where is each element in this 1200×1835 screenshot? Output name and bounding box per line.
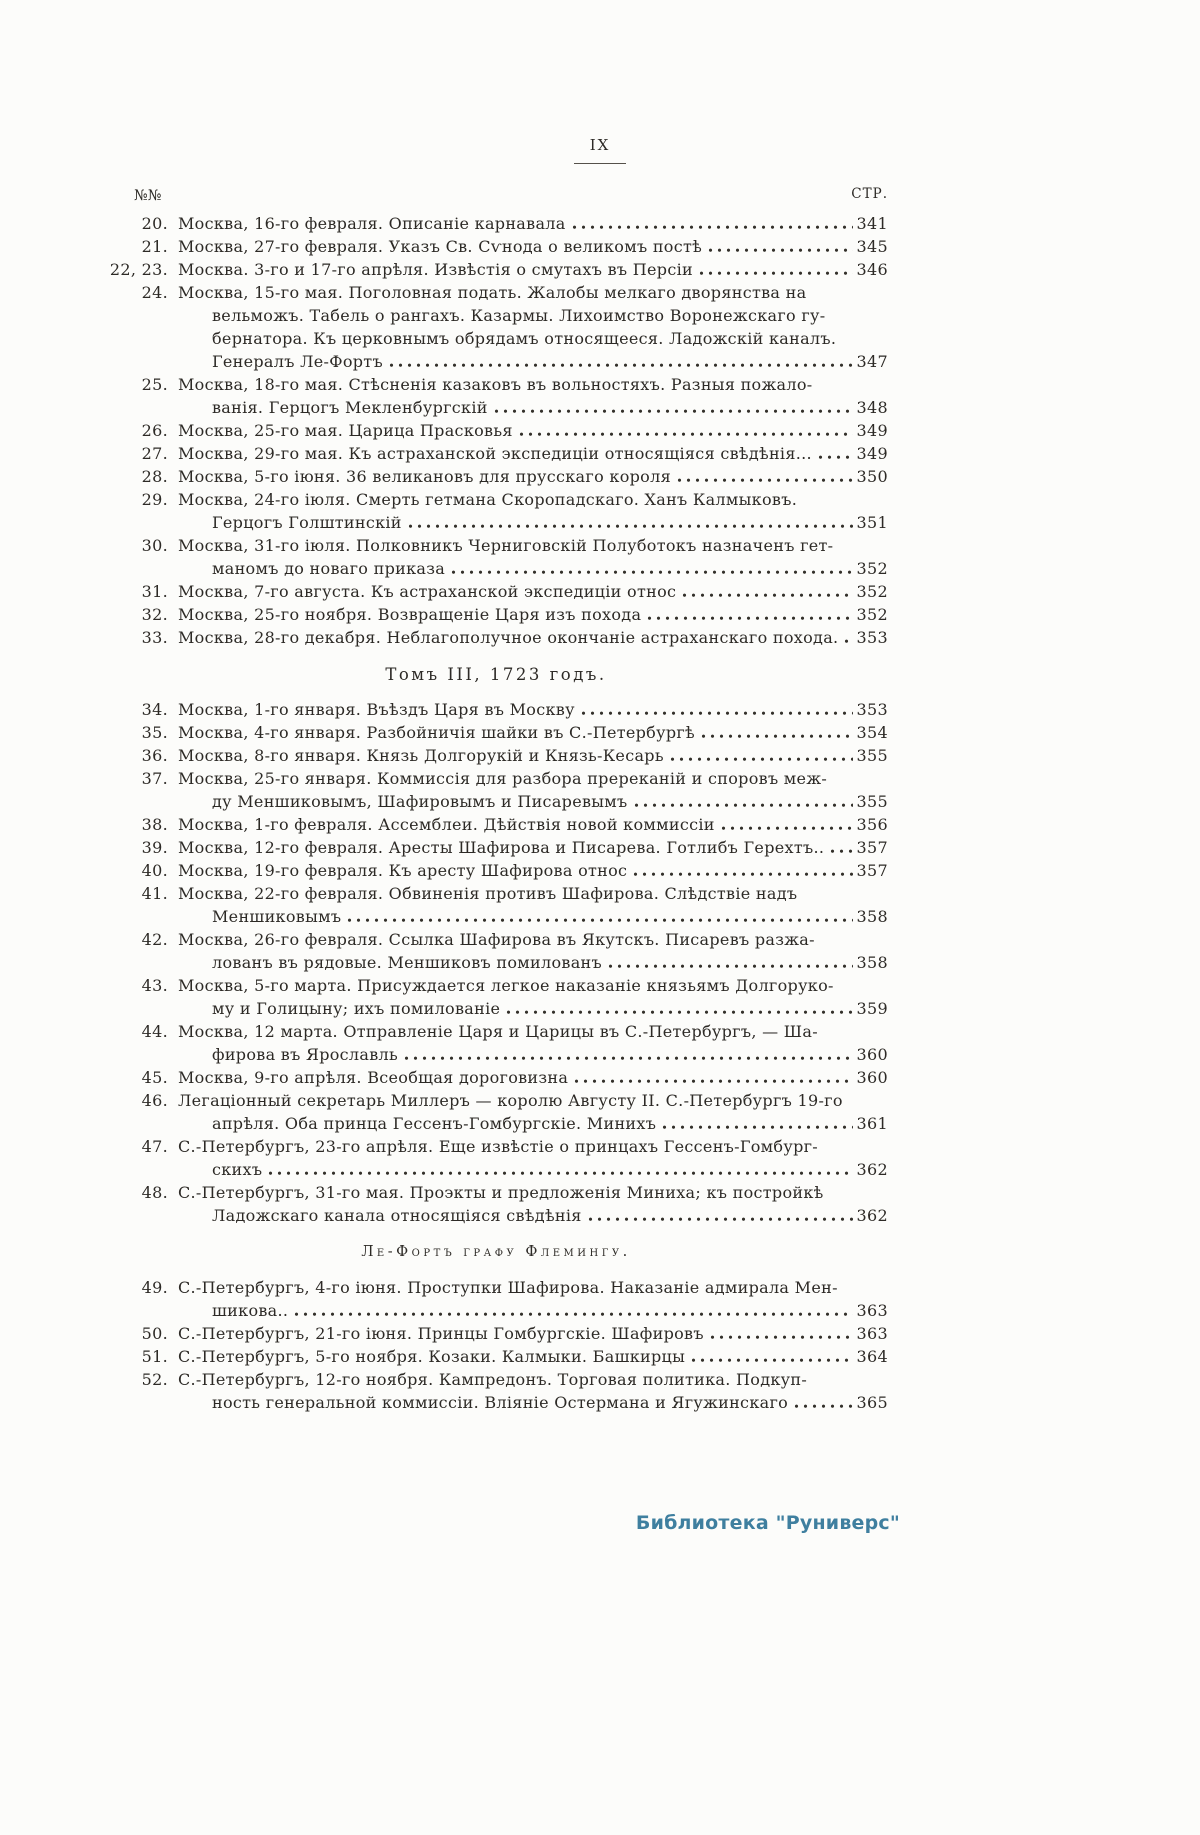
- entry-body: [178, 1181, 888, 1227]
- entry-page-number: 355: [856, 746, 888, 765]
- entry-page-number: 350: [856, 467, 888, 486]
- entry-text: Москва, 12-го февраля. Аресты Шафирова и Писарева. Готлибъ Герехтъ..: [178, 838, 825, 857]
- toc-entry: [104, 721, 888, 744]
- entry-text: Москва, 27-го февраля. Указъ Св. Сѵнода о великомъ постѣ: [178, 237, 703, 256]
- entry-text: С.-Петербургъ, 4-го іюня. Проступки Шафирова. Наказаніе адмирала Мен-: [178, 1278, 838, 1297]
- entry-page-number: 347: [856, 352, 888, 371]
- entry-body: [178, 698, 888, 721]
- entry-body: [178, 1322, 888, 1345]
- toc-entry: [104, 882, 888, 928]
- toc-entry: [104, 1322, 888, 1345]
- entry-body: [178, 813, 888, 836]
- toc-entry: [104, 836, 888, 859]
- entry-text: Москва, 29-го мая. Къ астраханской экспедиціи относящіяся свѣдѣнія...: [178, 444, 812, 463]
- entry-text: Москва, 5-го марта. Присуждается легкое наказаніе князьямъ Долгоруко-: [178, 976, 834, 995]
- entry-text: шикова..: [212, 1301, 289, 1320]
- entry-number: 46.: [141, 1091, 168, 1110]
- leader-dots: [677, 477, 853, 482]
- entry-text: С.-Петербургъ, 12-го ноября. Кампредонъ. Торговая политика. Подкуп-: [178, 1370, 808, 1389]
- entry-page-number: 364: [856, 1347, 888, 1366]
- entry-text: С.-Петербургъ, 5-го ноября. Козаки. Калмыки. Башкирцы: [178, 1347, 686, 1366]
- leader-dots: [268, 1170, 852, 1175]
- entry-page-number: 361: [856, 1114, 888, 1133]
- entry-page-number: 341: [856, 214, 888, 233]
- entry-body: [178, 603, 888, 626]
- entry-page-number: 352: [856, 559, 888, 578]
- entry-text: Москва, 12 марта. Отправленіе Царя и Царицы въ С.-Петербургъ, — Ша-: [178, 1022, 818, 1041]
- entry-page-number: 357: [856, 861, 888, 880]
- entry-number: 48.: [141, 1183, 168, 1202]
- entry-number: 44.: [141, 1022, 168, 1041]
- leader-dots: [844, 638, 852, 643]
- toc-entry: [104, 534, 888, 580]
- entry-body: [178, 419, 888, 442]
- entry-body: [178, 882, 888, 928]
- toc-entry: [104, 373, 888, 419]
- entry-text: Москва, 24-го іюля. Смерть гетмана Скоропадскаго. Ханъ Калмыковъ.: [178, 490, 798, 509]
- leader-dots: [818, 454, 853, 459]
- entry-number: 39.: [141, 838, 168, 857]
- entry-page-number: 363: [856, 1301, 888, 1320]
- toc-list: [104, 212, 888, 1414]
- entry-page-number: 352: [856, 582, 888, 601]
- entry-page-number: 349: [856, 444, 888, 463]
- leader-dots: [494, 408, 853, 413]
- entry-page-number: 352: [856, 605, 888, 624]
- toc-entry: [104, 859, 888, 882]
- entry-number: 34.: [141, 700, 168, 719]
- entry-text: ванія. Герцогъ Мекленбургскій: [212, 398, 488, 417]
- entry-text: бернатора. Къ церковнымъ обрядамъ относящееся. Ладожскій каналъ.: [212, 329, 837, 348]
- entry-number: 20.: [141, 214, 168, 233]
- leader-dots: [710, 1334, 853, 1339]
- entry-body: [178, 488, 888, 534]
- toc-entry: [104, 603, 888, 626]
- entry-body: [178, 836, 888, 859]
- entry-text: маномъ до новаго приказа: [212, 559, 446, 578]
- toc-entry: [104, 258, 888, 281]
- entry-text: фирова въ Ярославль: [212, 1045, 399, 1064]
- leader-dots: [633, 871, 852, 876]
- entry-body: [178, 744, 888, 767]
- entry-number: 22, 23.: [109, 260, 168, 279]
- entry-body: [178, 442, 888, 465]
- entry-text: Москва, 25-го ноября. Возвращеніе Царя изъ похода: [178, 605, 642, 624]
- leader-dots: [608, 963, 853, 968]
- toc-entry: [104, 1345, 888, 1368]
- entry-page-number: 362: [856, 1160, 888, 1179]
- entry-text: С.-Петербургъ, 31-го мая. Проэкты и предложенія Миниха; къ постройкѣ: [178, 1183, 824, 1202]
- entry-page-number: 363: [856, 1324, 888, 1343]
- entry-body: [178, 212, 888, 235]
- entry-number: 28.: [141, 467, 168, 486]
- entry-body: [178, 258, 888, 281]
- toc-entry: [104, 580, 888, 603]
- leader-dots: [451, 569, 852, 574]
- entry-text: лованъ въ рядовые. Меншиковъ помилованъ: [212, 953, 603, 972]
- entry-text: Москва, 15-го мая. Поголовная подать. Жалобы мелкаго дворянства на: [178, 283, 807, 302]
- toc-entry: [104, 1089, 888, 1135]
- entry-number: 51.: [141, 1347, 168, 1366]
- entry-text: Москва, 18-го мая. Стѣсненія казаковъ въ вольностяхъ. Разныя пожало-: [178, 375, 813, 394]
- entry-number: 37.: [141, 769, 168, 788]
- entry-text: ду Меншиковымъ, Шафировымъ и Писаревымъ: [212, 792, 628, 811]
- entry-page-number: 360: [856, 1068, 888, 1087]
- entry-number: 24.: [141, 283, 168, 302]
- leader-dots: [588, 1216, 853, 1221]
- entry-body: [178, 281, 888, 373]
- entry-body: [178, 1089, 888, 1135]
- entry-number: 29.: [141, 490, 168, 509]
- entry-text: Москва, 1-го февраля. Ассемблеи. Дѣйствія новой коммиссіи: [178, 815, 715, 834]
- entry-number: 42.: [141, 930, 168, 949]
- entry-body: [178, 626, 888, 649]
- entry-number: 49.: [141, 1278, 168, 1297]
- entry-text: Москва, 5-го іюня. 36 великановъ для прусскаго короля: [178, 467, 671, 486]
- entry-text: С.-Петербургъ, 21-го іюня. Принцы Гомбургскіе. Шафировъ: [178, 1324, 704, 1343]
- entry-text: апрѣля. Оба принца Гессенъ-Гомбургскіе. Минихъ: [212, 1114, 657, 1133]
- entry-page-number: 358: [856, 907, 888, 926]
- entry-text: му и Голицыну; ихъ помилованіе: [212, 999, 501, 1018]
- leader-dots: [701, 733, 853, 738]
- leader-dots: [634, 802, 853, 807]
- toc-entry: [104, 1181, 888, 1227]
- toc-entry: [104, 974, 888, 1020]
- entry-page-number: 359: [856, 999, 888, 1018]
- entry-text: Герцогъ Голштинскій: [212, 513, 402, 532]
- entry-body: [178, 721, 888, 744]
- entry-number: 31.: [141, 582, 168, 601]
- entry-page-number: 354: [856, 723, 888, 742]
- toc-entry: [104, 698, 888, 721]
- entry-page-number: 351: [856, 513, 888, 532]
- entry-number: 25.: [141, 375, 168, 394]
- entry-page-number: 357: [856, 838, 888, 857]
- entry-number: 26.: [141, 421, 168, 440]
- entry-number: 45.: [141, 1068, 168, 1087]
- entry-body: [178, 1368, 888, 1414]
- toc-content: [104, 186, 888, 1414]
- library-watermark: Библиотека "Руниверс": [635, 1512, 900, 1534]
- entry-number: 41.: [141, 884, 168, 903]
- entry-body: [178, 974, 888, 1020]
- entry-number: 43.: [141, 976, 168, 995]
- entry-page-number: 348: [856, 398, 888, 417]
- entry-body: [178, 1135, 888, 1181]
- entry-body: [178, 928, 888, 974]
- leader-dots: [389, 362, 853, 367]
- section-heading: Ле-Фортъ графу Флемингу.: [361, 1244, 631, 1260]
- column-header-numbers: №№: [134, 188, 162, 204]
- leader-dots: [572, 224, 853, 229]
- toc-entry: [104, 488, 888, 534]
- entry-text: С.-Петербургъ, 23-го апрѣля. Еще извѣстіе о принцахъ Гессенъ-Гомбург-: [178, 1137, 818, 1156]
- entry-page-number: 345: [856, 237, 888, 256]
- entry-page-number: 355: [856, 792, 888, 811]
- section-heading: Томъ III, 1723 годъ.: [385, 665, 607, 684]
- toc-entry: [104, 1135, 888, 1181]
- folio-rule: [574, 163, 626, 164]
- leader-dots: [347, 917, 852, 922]
- entry-text: Москва, 25-го мая. Царица Прасковья: [178, 421, 513, 440]
- entry-text: Москва, 1-го января. Въѣздъ Царя въ Москву: [178, 700, 575, 719]
- leader-dots: [721, 825, 853, 830]
- columns-header: [104, 186, 888, 210]
- entry-text: ность генеральной коммиссіи. Вліяніе Остермана и Ягужинскаго: [212, 1393, 789, 1412]
- entry-number: 27.: [141, 444, 168, 463]
- entry-text: Меншиковымъ: [212, 907, 342, 926]
- toc-entry: [104, 1368, 888, 1414]
- toc-entry: [104, 928, 888, 974]
- leader-dots: [662, 1124, 852, 1129]
- entry-number: 50.: [141, 1324, 168, 1343]
- entry-text: Легаціонный секретарь Миллеръ — королю Августу II. С.-Петербургъ 19-го: [178, 1091, 843, 1110]
- entry-text: Москва, 25-го января. Коммиссія для разбора пререканій и споровъ меж-: [178, 769, 828, 788]
- toc-entry: [104, 212, 888, 235]
- entry-number: 21.: [141, 237, 168, 256]
- entry-text: Москва, 4-го января. Разбойничія шайки въ С.-Петербургѣ: [178, 723, 695, 742]
- toc-entry: [104, 767, 888, 813]
- toc-entry: [104, 626, 888, 649]
- toc-entry: [104, 1066, 888, 1089]
- leader-dots: [408, 523, 853, 528]
- leader-dots: [708, 247, 852, 252]
- entry-page-number: 358: [856, 953, 888, 972]
- toc-entry: [104, 1276, 888, 1322]
- entry-number: 40.: [141, 861, 168, 880]
- entry-body: [178, 235, 888, 258]
- toc-entry: [104, 235, 888, 258]
- entry-text: Москва, 28-го декабря. Неблагополучное окончаніе астраханскаго похода.: [178, 628, 839, 647]
- entry-text: Москва, 31-го іюля. Полковникъ Черниговскій Полуботокъ назначенъ гет-: [178, 536, 834, 555]
- entry-body: [178, 1020, 888, 1066]
- entry-text: скихъ: [212, 1160, 263, 1179]
- entry-body: [178, 1066, 888, 1089]
- entry-number: 36.: [141, 746, 168, 765]
- entry-number: 33.: [141, 628, 168, 647]
- toc-entry: [104, 813, 888, 836]
- entry-text: Москва, 19-го февраля. Къ аресту Шафирова относ: [178, 861, 628, 880]
- leader-dots: [404, 1055, 853, 1060]
- leader-dots: [574, 1078, 852, 1083]
- entry-body: [178, 1276, 888, 1322]
- entry-page-number: 356: [856, 815, 888, 834]
- column-header-pages: СТР.: [851, 186, 888, 202]
- entry-number: 38.: [141, 815, 168, 834]
- leader-dots: [294, 1311, 852, 1316]
- entry-page-number: 353: [856, 700, 888, 719]
- entry-body: [178, 580, 888, 603]
- entry-body: [178, 767, 888, 813]
- entry-page-number: 353: [856, 628, 888, 647]
- entry-body: [178, 373, 888, 419]
- leader-dots: [691, 1357, 852, 1362]
- leader-dots: [581, 710, 853, 715]
- entry-text: Москва, 22-го февраля. Обвиненія противъ Шафирова. Слѣдствіе надъ: [178, 884, 798, 903]
- entry-text: Москва, 8-го января. Князь Долгорукій и Князь-Кесарь: [178, 746, 664, 765]
- leader-dots: [830, 848, 852, 853]
- entry-number: 52.: [141, 1370, 168, 1389]
- entry-number: 47.: [141, 1137, 168, 1156]
- entry-text: Генералъ Ле-Фортъ: [212, 352, 383, 371]
- entry-page-number: 360: [856, 1045, 888, 1064]
- entry-page-number: 349: [856, 421, 888, 440]
- toc-entry: [104, 744, 888, 767]
- entry-text: Москва. 3-го и 17-го апрѣля. Извѣстія о смутахъ въ Персіи: [178, 260, 693, 279]
- entry-text: Москва, 16-го февраля. Описаніе карнавала: [178, 214, 566, 233]
- entry-page-number: 362: [856, 1206, 888, 1225]
- toc-entry: [104, 281, 888, 373]
- entry-body: [178, 859, 888, 882]
- entry-text: Ладожскаго канала относящіяся свѣдѣнія: [212, 1206, 582, 1225]
- entry-text: Москва, 26-го февраля. Ссылка Шафирова въ Якутскъ. Писаревъ разжа-: [178, 930, 815, 949]
- entry-text: Москва, 7-го августа. Къ астраханской экспедиціи относ: [178, 582, 677, 601]
- toc-entry: [104, 442, 888, 465]
- leader-dots: [519, 431, 853, 436]
- leader-dots: [670, 756, 853, 761]
- entry-number: 32.: [141, 605, 168, 624]
- leader-dots: [794, 1403, 852, 1408]
- toc-entry: [104, 1020, 888, 1066]
- entry-text: вельможъ. Табель о рангахъ. Казармы. Лихоимство Воронежскаго гу-: [212, 306, 826, 325]
- leader-dots: [506, 1009, 852, 1014]
- entry-body: [178, 534, 888, 580]
- entry-text: Москва, 9-го апрѣля. Всеобщая дороговизна: [178, 1068, 569, 1087]
- leader-dots: [682, 592, 852, 597]
- entry-body: [178, 465, 888, 488]
- entry-number: 30.: [141, 536, 168, 555]
- page-folio: IX: [589, 136, 611, 154]
- entry-page-number: 365: [856, 1393, 888, 1412]
- entry-page-number: 346: [856, 260, 888, 279]
- leader-dots: [647, 615, 852, 620]
- entry-body: [178, 1345, 888, 1368]
- toc-entry: [104, 465, 888, 488]
- entry-number: 35.: [141, 723, 168, 742]
- toc-entry: [104, 419, 888, 442]
- leader-dots: [699, 270, 853, 275]
